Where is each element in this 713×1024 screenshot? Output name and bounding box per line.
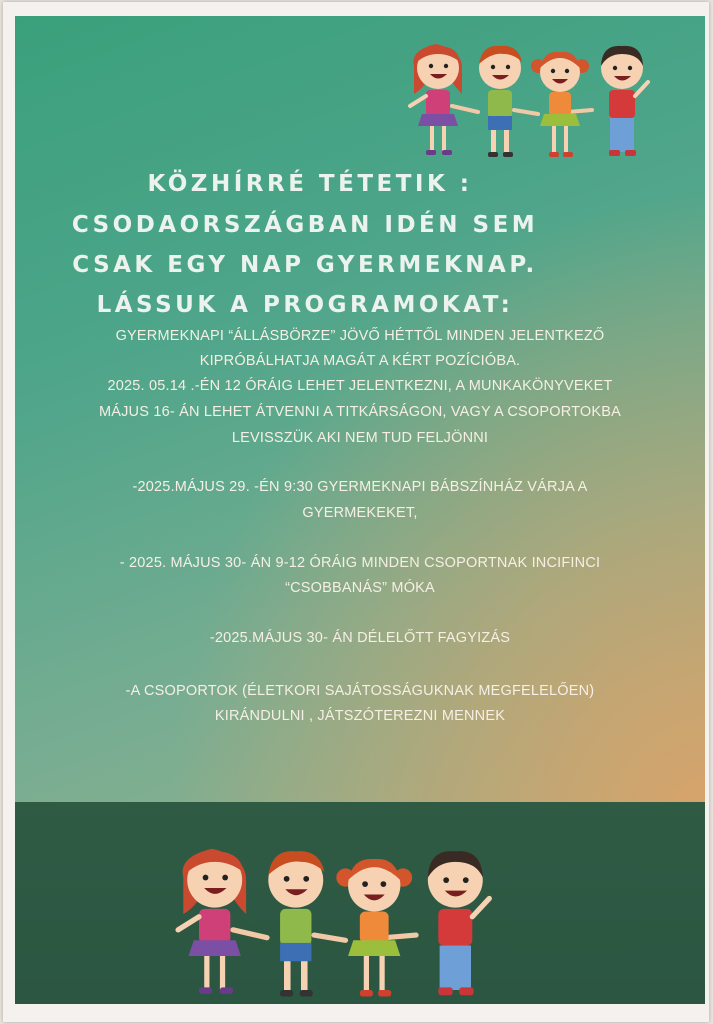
paragraph-3-line-1: - 2025. MÁJUS 30- ÁN 9-12 ÓRÁIG MINDEN CSOPORTNAK INCIFINCI [119, 555, 601, 571]
heading-line-3: CSAK EGY NAP GYERMEKNAP. [72, 252, 538, 278]
paragraph-1-line-1: GYERMEKNAPI “ÁLLÁSBÖRZE” JÖVŐ HÉTTŐL MINDEN JELENTKEZŐ [115, 328, 605, 344]
heading-line-1: KÖZHÍRRÉ TÉTETIK : [147, 171, 473, 197]
children-group-bottom-icon [165, 838, 505, 1004]
heading-line-4: LÁSSUK A PROGRAMOKAT: [96, 292, 514, 318]
paragraph-2-line-2: GYERMEKEKET, [302, 505, 418, 521]
paragraph-3-line-2: “CSOBBANÁS” MÓKA [285, 580, 435, 596]
paragraph-5-line-2: KIRÁNDULNI , JÁTSZÓTEREZNI MENNEK [214, 708, 506, 724]
poster [15, 16, 705, 1004]
paragraph-4-line-1: -2025.MÁJUS 30- ÁN DÉLELŐTT FAGYIZÁS [209, 630, 511, 646]
paragraph-1-line-5: LEVISSZÜK AKI NEM TUD FELJÖNNI [231, 430, 489, 446]
paragraph-1-line-2: KIPRÓBÁLHATJA MAGÁT A KÉRT POZÍCIÓBA. [199, 353, 521, 369]
paragraph-1-line-3: 2025. 05.14 .-ÉN 12 ÓRÁIG LEHET JELENTKEZNI, A MUNKAKÖNYVEKET [107, 378, 613, 394]
paper-sheet [3, 2, 709, 1022]
children-group-top-icon [400, 36, 660, 164]
paragraph-2-line-1: -2025.MÁJUS 29. -ÉN 9:30 GYERMEKNAPI BÁBSZÍNHÁZ VÁRJA A [132, 479, 588, 495]
paragraph-5-line-1: -A CSOPORTOK (ÉLETKORI SAJÁTOSSÁGUKNAK MEGFELELŐEN) [125, 683, 595, 699]
paragraph-1-line-4: MÁJUS 16- ÁN LEHET ÁTVENNI A TITKÁRSÁGON, VAGY A CSOPORTOKBA [98, 404, 622, 420]
heading-line-2: CSODAORSZÁGBAN IDÉN SEM [71, 212, 539, 238]
